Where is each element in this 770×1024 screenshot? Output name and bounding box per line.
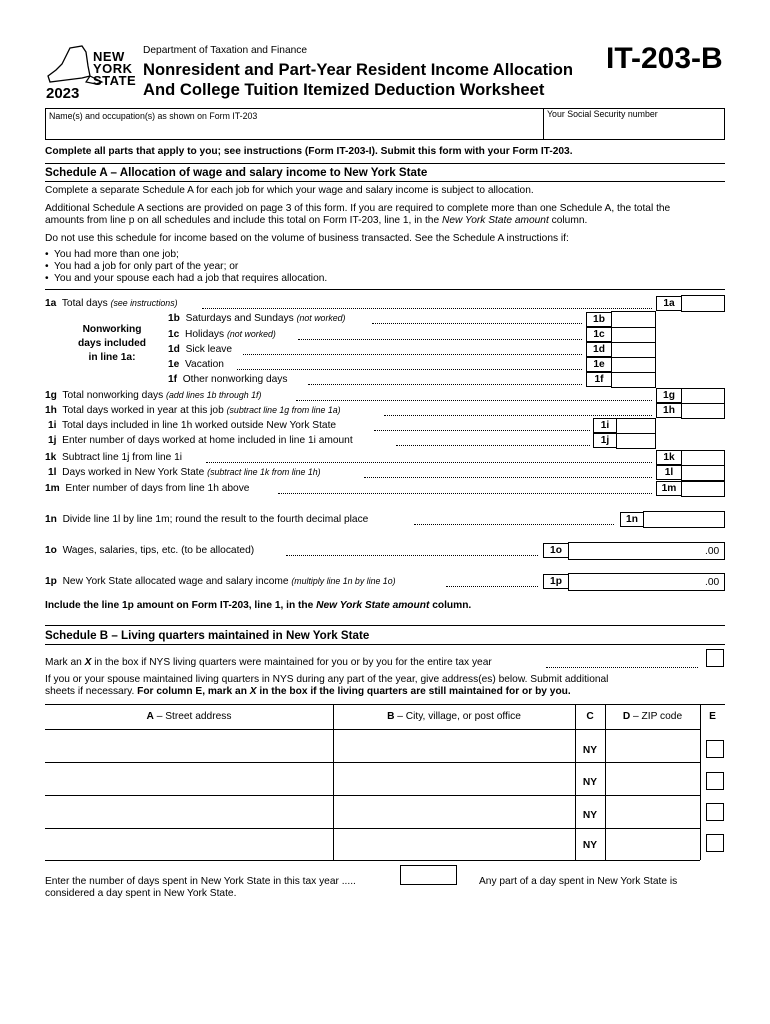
line-1m-input[interactable] — [681, 481, 725, 497]
schedule-b-p2: If you or your spouse maintained living quarters in NYS during any part of the year, give address(es) below. Submit additional — [45, 674, 609, 685]
days-in-nys-label: Enter the number of days spent in New York State in this tax year ..... considered a day spent in New York State. — [45, 876, 356, 899]
line-1k-input[interactable] — [681, 450, 725, 466]
line-1b-input[interactable] — [611, 311, 656, 328]
table-top-rule — [45, 704, 725, 705]
form-number: IT-203-B — [606, 42, 723, 75]
schedule-a-rule-bottom — [45, 181, 725, 182]
line-1o: 1o Wages, salaries, tips, etc. (to be allocated) — [45, 545, 255, 556]
col-d-header: D – ZIP code — [622, 711, 683, 722]
line-1g-label: 1g — [656, 388, 682, 403]
entire-year-checkbox[interactable] — [706, 649, 724, 667]
col-e-header: E — [709, 711, 716, 722]
line-1b-label: 1b — [586, 312, 612, 327]
row4-zip-input[interactable] — [606, 829, 699, 860]
row2-state: NY — [582, 777, 598, 788]
line-1c-label: 1c — [586, 327, 612, 342]
row3-state: NY — [582, 810, 598, 821]
logo-new: NEW — [93, 49, 125, 64]
line-1f: 1f Other nonworking days — [168, 374, 288, 385]
schedule-b-heading: Schedule B – Living quarters maintained in New York State — [45, 629, 370, 642]
line-1l: 1l Days worked in New York State (subtract line 1k from line 1h) — [48, 467, 321, 478]
schedule-b-p3: sheets if necessary. For column E, mark an X in the box if the living quarters are still maintained for or by you. — [45, 686, 571, 697]
row2-zip-input[interactable] — [606, 763, 699, 795]
line-1g: 1g Total nonworking days (add lines 1b through 1f) — [45, 390, 262, 401]
line-1k-label: 1k — [656, 450, 682, 465]
line-1i-label: 1i — [593, 418, 617, 433]
line-1l-label: 1l — [656, 465, 682, 480]
schedule-b-rule — [45, 625, 725, 626]
row4-still-maintained-checkbox[interactable] — [706, 834, 724, 852]
bullet-1: • You had more than one job; — [45, 249, 179, 260]
row1-zip-input[interactable] — [606, 730, 699, 762]
row1-still-maintained-checkbox[interactable] — [706, 740, 724, 758]
row3-street-input[interactable] — [46, 796, 332, 828]
department-name: Department of Taxation and Finance — [143, 45, 308, 56]
line-1k: 1k Subtract line 1j from line 1i — [45, 452, 183, 463]
line-1f-input[interactable] — [611, 372, 656, 388]
lines-rule — [45, 289, 725, 290]
schedule-b-mark-instruction: Mark an X in the box if NYS living quarters were maintained for you or by you for the entire tax year — [45, 657, 492, 668]
line-1f-label: 1f — [586, 372, 612, 387]
schedule-a-p3: Do not use this schedule for income based on the volume of business transacted. See the Schedule A instructions if: — [45, 233, 569, 244]
schedule-a-footer: Include the line 1p amount on Form IT-203, line 1, in the New York State amount column. — [45, 600, 472, 611]
line-1o-label: 1o — [543, 543, 569, 558]
line-1d-input[interactable] — [611, 342, 656, 358]
line-1c: 1c Holidays (not worked) — [168, 329, 276, 340]
days-in-nys-note: Any part of a day spent in New York State is — [479, 876, 678, 887]
row1-street-input[interactable] — [46, 730, 332, 762]
line-1h: 1h Total days worked in year at this job (subtract line 1g from line 1a) — [45, 405, 341, 416]
schedule-b-rule-bottom — [45, 644, 725, 645]
tax-year: 2023 — [46, 85, 80, 102]
line-1j: 1j Enter number of days worked at home included in line 1i amount — [48, 435, 353, 446]
line-1c-input[interactable] — [611, 327, 656, 343]
line-1o-input[interactable] — [568, 542, 725, 560]
bullet-2: • You had a job for only part of the year; or — [45, 261, 239, 272]
row2-city-input[interactable] — [334, 763, 574, 795]
col-c-header: C — [586, 711, 594, 722]
name-occupation-label: Name(s) and occupation(s) as shown on Form IT-203 — [49, 111, 258, 121]
line-1n: 1n Divide line 1l by line 1m; round the result to the fourth decimal place — [45, 514, 369, 525]
line-1a-input[interactable] — [681, 295, 725, 312]
line-1d: 1d Sick leave — [168, 344, 232, 355]
line-1j-input[interactable] — [616, 433, 656, 449]
line-1b: 1b Saturdays and Sundays (not worked) — [168, 313, 346, 324]
line-1n-label: 1n — [620, 512, 644, 527]
line-1h-label: 1h — [656, 403, 682, 418]
schedule-a-p2a: Additional Schedule A sections are provided on page 3 of this form. If you are required to complete more than one Schedule A, the total the — [45, 203, 671, 214]
schedule-a-heading: Schedule A – Allocation of wage and salary income to New York State — [45, 166, 428, 179]
line-1o-cents: .00 — [705, 546, 720, 557]
line-1l-input[interactable] — [681, 465, 725, 481]
days-in-nys-input[interactable] — [400, 865, 457, 885]
line-1a: 1a Total days (see instructions) — [45, 298, 178, 309]
schedule-a-rule — [45, 163, 725, 164]
col-a-header: A – Street address — [146, 711, 232, 722]
line-1d-label: 1d — [586, 342, 612, 357]
line-1i: 1i Total days included in line 1h worked outside New York State — [48, 420, 337, 431]
line-1p-cents: .00 — [705, 577, 720, 588]
bullet-3: • You and your spouse each had a job that requires allocation. — [45, 273, 328, 284]
row4-street-input[interactable] — [46, 829, 332, 860]
logo-state: STATE — [93, 73, 137, 88]
row1-city-input[interactable] — [334, 730, 574, 762]
schedule-a-p1: Complete a separate Schedule A for each job for which your wage and salary income is subject to allocation. — [45, 185, 534, 196]
nonworking-label: Nonworking days included in line 1a: — [78, 324, 146, 363]
line-1j-label: 1j — [593, 433, 617, 448]
line-1h-input[interactable] — [681, 403, 725, 419]
row4-state: NY — [582, 840, 598, 851]
schedule-a-p2b: amounts from line p on all schedules and include this total on Form IT-203, line 1, in the New York State amount column. — [45, 215, 588, 226]
form-title-line1: Nonresident and Part-Year Resident Income Allocation — [143, 60, 573, 79]
row3-city-input[interactable] — [334, 796, 574, 828]
line-1e: 1e Vacation — [168, 359, 224, 370]
ssn-label: Your Social Security number — [547, 109, 658, 119]
row2-still-maintained-checkbox[interactable] — [706, 772, 724, 790]
row4-city-input[interactable] — [334, 829, 574, 860]
line-1g-input[interactable] — [681, 388, 725, 404]
line-1m: 1m Enter number of days from line 1h above — [45, 483, 250, 494]
row2-street-input[interactable] — [46, 763, 332, 795]
line-1e-label: 1e — [586, 357, 612, 372]
line-1p-input[interactable] — [568, 573, 725, 591]
line-1p-label: 1p — [543, 574, 569, 589]
intro-instruction: Complete all parts that apply to you; see instructions (Form IT-203-I). Submit this form with your Form IT-203. — [45, 146, 573, 157]
row1-state: NY — [582, 745, 598, 756]
line-1n-input[interactable] — [643, 511, 725, 528]
col-b-header: B – City, village, or post office — [387, 711, 521, 722]
line-1m-label: 1m — [656, 481, 682, 496]
logo-york: YORK — [93, 61, 133, 76]
row3-still-maintained-checkbox[interactable] — [706, 803, 724, 821]
line-1p: 1p New York State allocated wage and salary income (multiply line 1n by line 1o) — [45, 576, 396, 587]
line-1e-input[interactable] — [611, 357, 656, 373]
line-1i-input[interactable] — [616, 418, 656, 434]
line-1a-label: 1a — [656, 296, 682, 311]
form-title-line2: And College Tuition Itemized Deduction Worksheet — [143, 80, 545, 99]
row3-zip-input[interactable] — [606, 796, 699, 828]
